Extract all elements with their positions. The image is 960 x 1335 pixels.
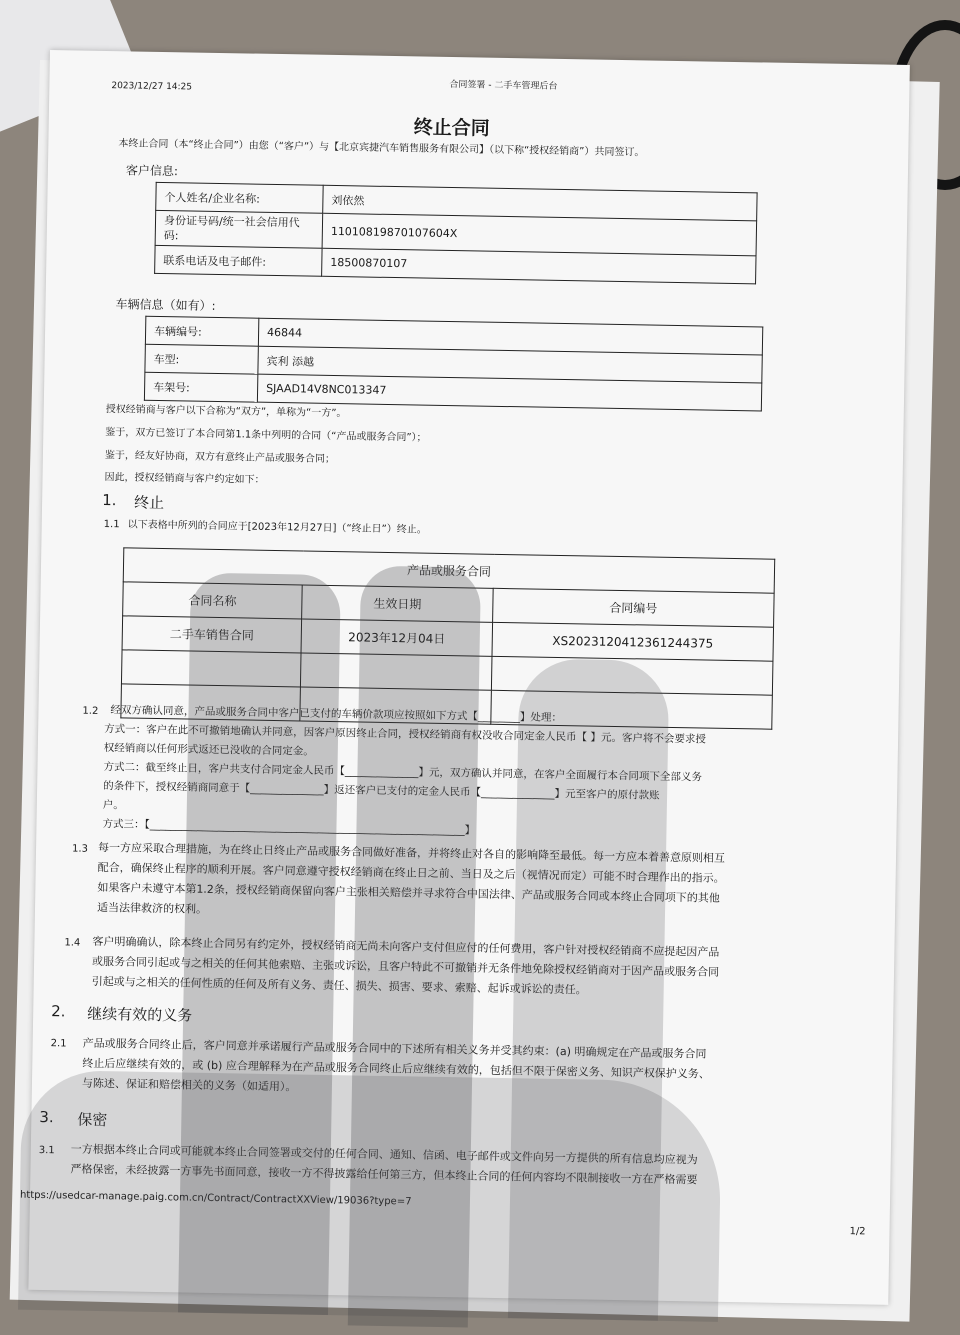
clause-1-2-line: 的条件下，授权经销商同意于【______________】返还客户已支付的定金人民币【______________】元至客户的原付款账	[103, 780, 660, 802]
doc-title: 终止合同	[413, 116, 490, 140]
clause-1-3-line: 如果客户未遵守本第1.2条，授权经销商保留向客户主张相关赔偿并寻求符合中国法律、产品或服务合同或本终止合同项下的其他	[97, 880, 720, 905]
section-2-title: 继续有效的义务	[87, 1004, 193, 1025]
customer-contact-value: 18500870107	[322, 248, 756, 284]
clause-2-1-number: 2.1	[50, 1038, 67, 1050]
cell-empty	[300, 653, 492, 690]
clause-1-3-line: 适当法律救济的权利。	[96, 900, 208, 916]
printed-contract-page	[19, 50, 910, 1305]
clause-1-2-number: 1.2	[82, 705, 99, 717]
clause-1-2-line: 户。	[102, 799, 124, 812]
contract-table-caption: 产品或服务合同	[123, 548, 774, 593]
customer-info-heading: 客户信息:	[125, 163, 179, 179]
clause-1-4-line: 或服务合同引起或与之相关的任何其他索赔、主张或诉讼，且客户特此不可撤销并无条件地免除授权经销商对于因产品或服务合同	[91, 954, 720, 979]
clause-1-2-line: 经双方确认同意，产品或服务合同中客户已支付的车辆价款项应按照如下方式【________】处理：	[110, 704, 563, 725]
clause-1-2-line: 方式二：截至终止日，客户共支付合同定金人民币【______________】元，双方确认并同意，在客户全面履行本合同项下全部义务	[103, 761, 703, 784]
vehicle-number-label: 车辆编号:	[145, 316, 258, 346]
print-footer-url: https://usedcar-manage.paig.com.cn/Contract/ContractXXView/19036?type=7	[19, 1189, 412, 1208]
vehicle-info-table	[144, 316, 763, 412]
clause-1-4-line: 引起或与之相关的任何性质的任何及所有义务、责任、损失、损害、要求、索赔、起诉或诉讼的责任。	[91, 974, 587, 997]
col-header-effective-date: 生效日期	[302, 585, 494, 622]
customer-id-value: 11010819870107604X	[322, 213, 757, 256]
clause-1-4-number: 1.4	[64, 937, 81, 949]
clause-1-1-text: 以下表格中所列的合同应于[2023年12月27日]（“终止日”）终止。	[127, 519, 427, 536]
customer-name-label: 个人姓名/企业名称:	[156, 182, 323, 213]
customer-info-table	[154, 182, 758, 284]
cell-contract-name: 二手车销售合同	[122, 616, 302, 653]
clause-2-1-line: 终止后应继续有效的，或 (b) 应合理解释为在产品或服务合同终止后应继续有效的，包括但不限于保密义务、知识产权保护义务、	[82, 1056, 710, 1081]
section-2-number: 2.	[51, 1002, 66, 1021]
section-3-number: 3.	[39, 1107, 54, 1127]
customer-name-value: 刘依然	[323, 185, 757, 221]
vehicle-number-value: 46844	[258, 318, 762, 355]
vehicle-model-value: 宾利 添越	[258, 346, 762, 383]
clause-3-1-number: 3.1	[38, 1144, 55, 1157]
clause-3-1-line: 严格保密，未经披露一方事先书面同意，接收一方不得披露给任何第三方，但本终止合同的任何内容均不限制接收一方在严格需要	[70, 1162, 698, 1187]
clause-3-1-line: 一方根据本终止合同或可能就本终止合同签署或交付的任何合同、通知、信函、电子邮件或文件向另一方提供的所有信息均应视为	[70, 1142, 698, 1167]
cell-contract-number: XS2023120412361244375	[492, 622, 774, 661]
intro-paragraph: 本终止合同（本“终止合同”）由您（“客户”）与【北京宾捷汽车销售服务有限公司】（以下称“授权经销商”）共同签订。	[118, 138, 645, 159]
clause-1-2-line: 方式三：【____________________________________________________________】	[102, 818, 476, 837]
clause-1-2-line: 方式一：客户在此不可撤销地确认并同意，因客户原因终止合同，授权经销商有权没收合同定金人民币【 】元。客户将不会要求授	[104, 723, 707, 746]
clause-1-3-line: 配合，确保终止程序的顺利开展。客户同意遵守授权经销商在终止日之前、当日及之后（视情况而定）可能不时合理作出的指示。	[97, 860, 725, 885]
cell-empty	[121, 650, 301, 687]
customer-contact-label: 联系电话及电子邮件:	[155, 245, 322, 276]
section-1-title: 终止	[133, 493, 165, 513]
clause-2-1-line: 产品或服务合同终止后，客户同意并承诺履行产品或服务合同中的下述所有相关义务并受其约束：(a) 明确规定在产品或服务合同	[82, 1036, 707, 1061]
customer-id-label: 身份证号码/统一社会信用代码:	[155, 210, 323, 248]
clause-1-1-number: 1.1	[103, 519, 120, 531]
clause-1-2-line: 权经销商以任何形式返还已没收的合同定金。	[103, 742, 314, 758]
section-3-title: 保密	[77, 1110, 108, 1130]
print-page-title: 合同签署 - 二手车管理后台	[449, 79, 558, 92]
vehicle-info-heading: 车辆信息（如有）:	[115, 297, 216, 313]
print-page-number: 1/2	[849, 1226, 866, 1238]
recital-therefore: 因此，授权经销商与客户约定如下：	[104, 472, 265, 486]
clause-1-4-line: 客户明确确认，除本终止合同另有约定外，授权经销商无尚未向客户支付但应付的任何费用，客户针对授权经销商不应提起因产品	[92, 934, 720, 959]
cell-empty	[491, 656, 773, 695]
cell-effective-date: 2023年12月04日	[301, 619, 493, 656]
recital-parties: 授权经销商与客户以下合称为“双方”，单称为“一方”。	[105, 404, 347, 420]
vehicle-vin-value: SJAAD14V8NC013347	[257, 374, 761, 411]
section-1-number: 1.	[101, 490, 117, 510]
clause-2-1-line: 与陈述、保证和赔偿相关的义务（如适用）。	[81, 1076, 297, 1094]
vehicle-model-label: 车型:	[145, 344, 258, 374]
recital-whereas-1: 鉴于，双方已签订了本合同第1.1条中列明的合同（“产品或服务合同”）；	[105, 427, 427, 444]
col-header-contract-number: 合同编号	[493, 588, 775, 627]
col-header-contract-name: 合同名称	[123, 582, 303, 619]
clause-1-3-number: 1.3	[71, 843, 89, 855]
clause-1-3-line: 每一方应采取合理措施，为在终止日终止产品或服务合同做好准备，并将终止对各自的影响降至最低。每一方应本着善意原则相互	[97, 840, 726, 865]
print-datetime: 2023/12/27 14:25	[111, 81, 193, 93]
vehicle-vin-label: 车架号:	[144, 372, 257, 402]
recital-whereas-2: 鉴于，经友好协商，双方有意终止产品或服务合同；	[104, 450, 335, 466]
